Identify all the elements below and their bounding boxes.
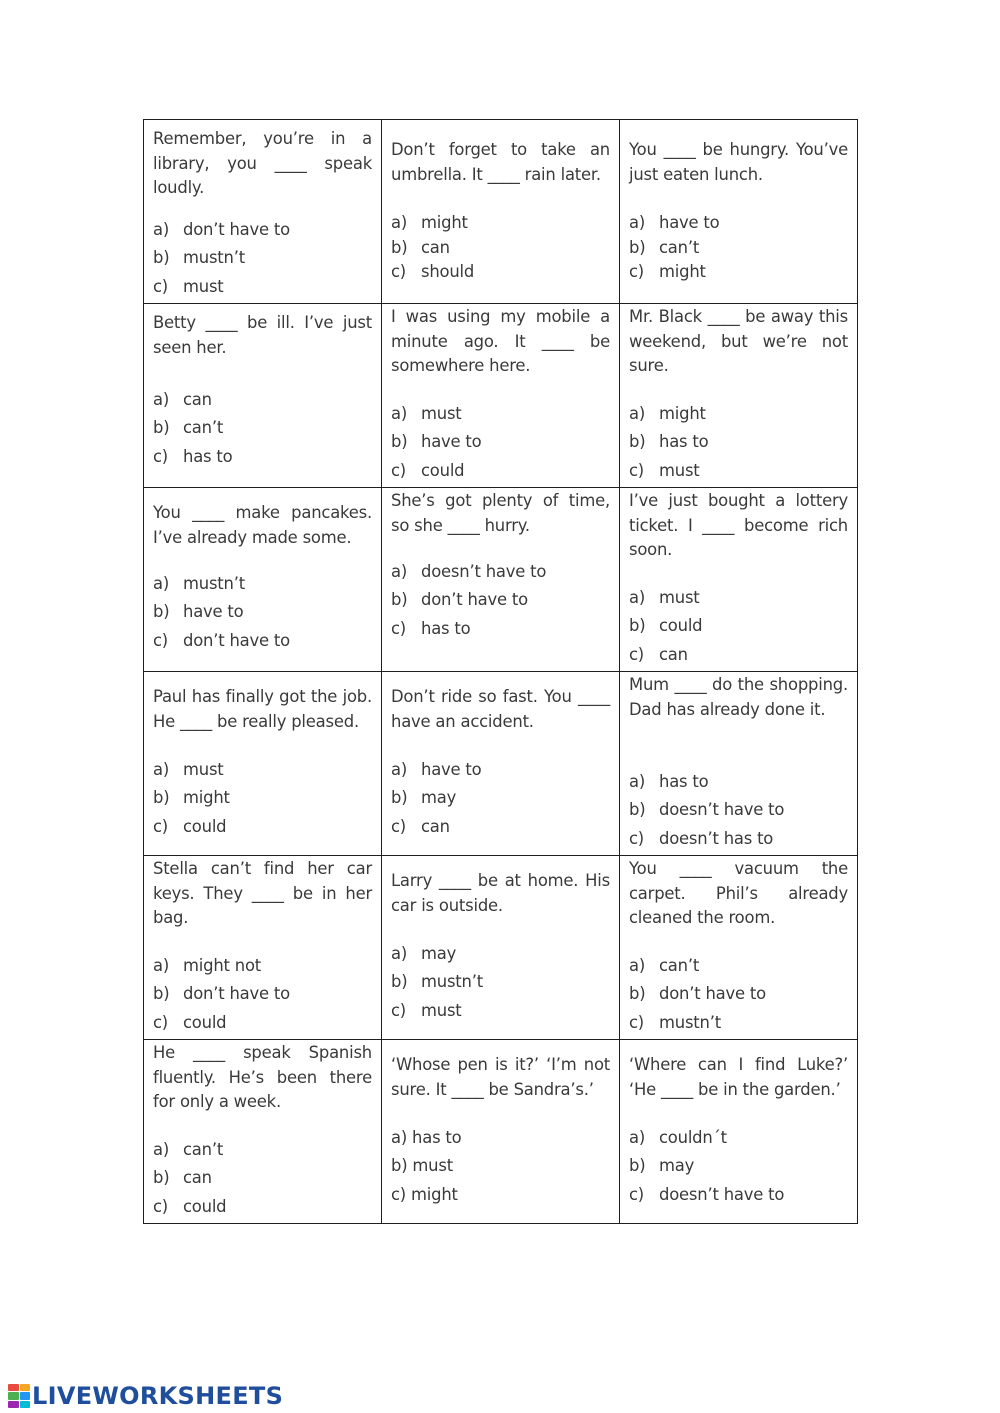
answer-option[interactable]	[629, 825, 853, 853]
option-text: should	[421, 262, 475, 282]
option-letter: c)	[153, 446, 169, 466]
option-text: can’t	[659, 956, 700, 975]
logo-square	[20, 1392, 31, 1399]
answer-options	[629, 584, 853, 669]
exercise-cell	[144, 856, 382, 1040]
option-text: must	[412, 1156, 453, 1176]
exercise-cell	[620, 488, 858, 672]
exercise-grid	[143, 119, 858, 1224]
option-text: has to	[421, 618, 471, 638]
exercise-cell	[144, 488, 382, 672]
option-letter: a)	[629, 588, 646, 607]
option-letter: b)	[391, 590, 408, 610]
option-letter: a)	[629, 1128, 646, 1147]
answer-option[interactable]	[153, 414, 377, 442]
option-letter: a)	[153, 220, 170, 239]
answer-options	[153, 216, 377, 301]
option-letter: b)	[629, 1156, 646, 1176]
option-text: must	[421, 404, 462, 423]
grid-row	[144, 488, 858, 672]
exercise-card	[620, 488, 857, 670]
option-letter: b)	[391, 972, 408, 992]
exercise-cell	[382, 304, 620, 488]
exercise-cell	[382, 672, 620, 856]
option-letter: a)	[153, 390, 170, 409]
option-text: doesn’t have to	[659, 800, 785, 820]
option-text: might	[659, 262, 706, 282]
answer-options	[629, 400, 853, 485]
answer-option[interactable]	[153, 216, 377, 244]
option-text: don’t have to	[183, 220, 290, 239]
answer-options	[153, 570, 377, 655]
option-letter: b)	[153, 602, 170, 622]
option-text: has to	[659, 432, 709, 452]
answer-option[interactable]	[391, 400, 615, 428]
answer-option[interactable]	[629, 428, 853, 456]
question-text: I was using my mobile a minute ago. It ____ be somewhere here.	[391, 307, 610, 376]
answer-option[interactable]	[629, 980, 853, 1008]
answer-options	[629, 211, 853, 285]
option-letter: c)	[629, 1184, 645, 1204]
exercise-card	[620, 672, 857, 854]
question-text: Mr. Black ____ be away this weekend, but we’re not sure.	[629, 307, 848, 376]
exercise-cell	[620, 672, 858, 856]
question-text: Don’t ride so fast. You ____ have an accident.	[391, 687, 610, 731]
option-text: could	[183, 816, 227, 836]
option-text: can	[421, 816, 450, 836]
option-letter: c)	[153, 1196, 169, 1216]
answer-option[interactable]	[391, 940, 615, 968]
option-text: can’t	[183, 1140, 224, 1159]
option-text: might	[183, 788, 230, 808]
option-letter: b)	[629, 800, 646, 820]
answer-option[interactable]	[391, 428, 615, 456]
option-letter: a)	[629, 772, 646, 791]
option-text: can	[421, 237, 450, 257]
option-letter: c)	[629, 460, 645, 480]
answer-option[interactable]	[153, 756, 377, 784]
exercise-card	[382, 856, 619, 1038]
option-letter: c)	[391, 1184, 407, 1204]
option-letter: c)	[153, 630, 169, 650]
logo-square	[20, 1401, 31, 1408]
answer-options	[629, 952, 853, 1037]
option-letter: b)	[391, 788, 408, 808]
question-text: Stella can’t find her car keys. They ____ be in her bag.	[153, 859, 372, 928]
question-text: He ____ speak Spanish fluently. He’s been there for only a week.	[153, 1043, 372, 1112]
exercise-cell	[382, 120, 620, 304]
answer-options	[153, 386, 377, 471]
exercise-card	[144, 488, 381, 670]
option-letter: a)	[391, 1128, 408, 1147]
grid-row	[144, 672, 858, 856]
option-text: have to	[183, 602, 244, 622]
answer-option[interactable]	[629, 1181, 853, 1209]
option-text: don’t have to	[183, 630, 290, 650]
exercise-card	[620, 856, 857, 1038]
logo-mark-icon	[8, 1384, 30, 1408]
grid-row	[144, 1040, 858, 1224]
question-text: ‘Whose pen is it?’ ‘I’m not sure. It ____ be Sandra’s.’	[391, 1055, 610, 1099]
answer-option[interactable]	[391, 1124, 615, 1152]
answer-option[interactable]	[153, 570, 377, 598]
answer-option[interactable]	[153, 1164, 377, 1192]
answer-option[interactable]	[629, 211, 853, 236]
answer-options	[153, 756, 377, 841]
exercise-cell	[144, 672, 382, 856]
answer-option[interactable]	[153, 443, 377, 471]
answer-option[interactable]	[391, 813, 615, 841]
option-text: could	[421, 460, 465, 480]
option-text: has to	[183, 446, 233, 466]
option-letter: c)	[391, 816, 407, 836]
option-text: can’t	[659, 237, 700, 257]
answer-options	[391, 400, 615, 485]
answer-option[interactable]	[629, 768, 853, 796]
answer-option[interactable]	[391, 756, 615, 784]
option-letter: b)	[391, 237, 408, 257]
answer-option[interactable]	[391, 997, 615, 1025]
answer-option[interactable]	[391, 211, 615, 236]
exercise-card	[144, 1040, 381, 1222]
answer-option[interactable]	[629, 1009, 853, 1037]
answer-option[interactable]	[391, 784, 615, 812]
exercise-cell	[620, 856, 858, 1040]
option-text: must	[659, 460, 700, 480]
exercise-card	[382, 120, 619, 302]
exercise-card	[382, 304, 619, 486]
answer-options	[629, 1124, 853, 1209]
question-text: I’ve just bought a lottery ticket. I ____ become rich soon.	[629, 491, 848, 560]
answer-option[interactable]	[629, 260, 853, 285]
question-text: Larry ____ be at home. His car is outside.	[391, 871, 610, 915]
option-letter: b)	[391, 1156, 408, 1176]
logo-square	[20, 1384, 31, 1391]
option-letter: b)	[391, 432, 408, 452]
exercise-cell	[382, 1040, 620, 1224]
option-text: couldn´t	[659, 1128, 727, 1147]
option-text: don’t have to	[183, 984, 290, 1004]
option-text: might	[421, 213, 468, 232]
answer-option[interactable]	[391, 968, 615, 996]
option-letter: c)	[153, 1012, 169, 1032]
answer-option[interactable]	[629, 1124, 853, 1152]
option-text: could	[183, 1196, 227, 1216]
option-text: could	[183, 1012, 227, 1032]
question-text: You ____ be hungry. You’ve just eaten lunch.	[629, 140, 848, 184]
answer-option[interactable]	[153, 627, 377, 655]
exercise-card	[144, 856, 381, 1038]
answer-option[interactable]	[629, 400, 853, 428]
option-letter: a)	[629, 213, 646, 232]
answer-option[interactable]	[153, 244, 377, 272]
option-text: can’t	[183, 418, 224, 438]
option-text: must	[183, 760, 224, 779]
question-text: Don’t forget to take an umbrella. It ____ rain later.	[391, 140, 610, 184]
option-text: might	[659, 404, 706, 423]
option-letter: c)	[629, 644, 645, 664]
option-letter: a)	[153, 1140, 170, 1159]
exercise-card	[620, 120, 857, 302]
option-letter: b)	[153, 788, 170, 808]
option-text: can	[183, 1168, 212, 1188]
exercise-card	[144, 304, 381, 486]
option-letter: a)	[629, 956, 646, 975]
option-letter: c)	[153, 276, 169, 296]
exercise-card	[620, 304, 857, 486]
option-letter: b)	[629, 616, 646, 636]
option-letter: a)	[391, 404, 408, 423]
option-letter: c)	[629, 262, 645, 282]
answer-option[interactable]	[391, 236, 615, 261]
answer-options	[391, 1124, 615, 1209]
answer-options	[153, 952, 377, 1037]
option-letter: c)	[391, 618, 407, 638]
question-text: You ____ make pancakes. I’ve already made some.	[153, 503, 372, 547]
liveworksheets-logo	[8, 1381, 283, 1411]
answer-option[interactable]	[153, 980, 377, 1008]
answer-option[interactable]	[629, 1152, 853, 1180]
question-text: She’s got plenty of time, so she ____ hurry.	[391, 491, 610, 535]
option-text: might not	[183, 956, 261, 975]
option-letter: a)	[391, 562, 408, 581]
option-text: can	[183, 390, 212, 409]
answer-option[interactable]	[629, 952, 853, 980]
exercise-cell	[382, 488, 620, 672]
exercise-card	[382, 488, 619, 670]
grid-row	[144, 304, 858, 488]
question-text: Paul has finally got the job. He ____ be really pleased.	[153, 687, 372, 731]
option-letter: c)	[629, 828, 645, 848]
option-text: mustn’t	[659, 1012, 721, 1032]
answer-option[interactable]	[629, 641, 853, 669]
option-text: could	[659, 616, 703, 636]
option-letter: a)	[391, 213, 408, 232]
exercise-cell	[144, 120, 382, 304]
option-text: must	[421, 1000, 462, 1020]
option-letter: a)	[153, 760, 170, 779]
answer-option[interactable]	[629, 584, 853, 612]
answer-option[interactable]	[629, 457, 853, 485]
option-letter: a)	[391, 760, 408, 779]
logo-square	[8, 1384, 19, 1391]
answer-option[interactable]	[391, 1181, 615, 1209]
option-letter: b)	[629, 237, 646, 257]
answer-option[interactable]	[391, 586, 615, 614]
answer-option[interactable]	[391, 558, 615, 586]
exercise-cell	[620, 304, 858, 488]
option-text: have to	[659, 213, 720, 232]
option-text: doesn’t have to	[659, 1184, 785, 1204]
answer-option[interactable]	[153, 1136, 377, 1164]
exercise-cell	[382, 856, 620, 1040]
option-text: may	[659, 1156, 695, 1176]
option-text: don’t have to	[421, 590, 528, 610]
exercise-card	[144, 672, 381, 854]
option-letter: b)	[153, 418, 170, 438]
option-letter: a)	[153, 956, 170, 975]
option-letter: b)	[153, 248, 170, 268]
option-text: has to	[412, 1128, 462, 1147]
answer-options	[629, 768, 853, 853]
answer-option[interactable]	[391, 457, 615, 485]
exercise-card	[620, 1040, 857, 1222]
option-text: has to	[659, 772, 709, 791]
answer-option[interactable]	[153, 784, 377, 812]
option-text: may	[421, 944, 457, 963]
option-letter: c)	[153, 816, 169, 836]
option-letter: c)	[391, 1000, 407, 1020]
question-text: Mum ____ do the shopping. Dad has already done it.	[629, 675, 848, 719]
option-text: doesn’t has to	[659, 828, 774, 848]
option-text: must	[659, 588, 700, 607]
question-text: Remember, you’re in a library, you ____ speak loudly.	[153, 129, 372, 198]
option-text: have to	[421, 760, 482, 779]
exercise-cell	[144, 1040, 382, 1224]
answer-options	[153, 1136, 377, 1221]
answer-option[interactable]	[153, 386, 377, 414]
answer-option[interactable]	[153, 952, 377, 980]
option-text: might	[411, 1184, 458, 1204]
answer-option[interactable]	[153, 1009, 377, 1037]
logo-square	[8, 1401, 19, 1408]
option-letter: b)	[153, 984, 170, 1004]
option-letter: b)	[153, 1168, 170, 1188]
option-text: doesn’t have to	[421, 562, 547, 581]
option-letter: a)	[153, 574, 170, 593]
exercise-grid-body	[144, 120, 858, 1224]
answer-option[interactable]	[629, 796, 853, 824]
exercise-card	[382, 1040, 619, 1222]
answer-option[interactable]	[629, 612, 853, 640]
answer-options	[391, 558, 615, 643]
option-letter: c)	[391, 460, 407, 480]
answer-options	[391, 756, 615, 841]
logo-text: LIVEWORKSHEETS	[32, 1382, 284, 1410]
option-letter: c)	[391, 262, 407, 282]
exercise-cell	[144, 304, 382, 488]
option-text: mustn’t	[421, 972, 483, 992]
option-letter: b)	[629, 984, 646, 1004]
option-text: don’t have to	[659, 984, 766, 1004]
answer-option[interactable]	[153, 598, 377, 626]
answer-option[interactable]	[391, 615, 615, 643]
question-text: You ____ vacuum the carpet. Phil’s already cleaned the room.	[629, 859, 848, 928]
option-letter: b)	[629, 432, 646, 452]
logo-square	[8, 1392, 19, 1399]
grid-row	[144, 856, 858, 1040]
option-text: have to	[421, 432, 482, 452]
option-text: must	[183, 276, 224, 296]
answer-option[interactable]	[391, 1152, 615, 1180]
question-text: ‘Where can I find Luke?’ ‘He ____ be in the garden.’	[629, 1055, 848, 1099]
question-text: Betty ____ be ill. I’ve just seen her.	[153, 313, 372, 357]
answer-option[interactable]	[153, 273, 377, 301]
answer-option[interactable]	[629, 236, 853, 261]
answer-options	[391, 211, 615, 285]
answer-option[interactable]	[153, 813, 377, 841]
answer-option[interactable]	[153, 1193, 377, 1221]
exercise-card	[144, 120, 381, 302]
option-letter: a)	[391, 944, 408, 963]
exercise-cell	[620, 1040, 858, 1224]
option-text: can	[659, 644, 688, 664]
option-text: may	[421, 788, 457, 808]
option-letter: a)	[629, 404, 646, 423]
option-text: mustn’t	[183, 248, 245, 268]
answer-options	[391, 940, 615, 1025]
exercise-card	[382, 672, 619, 854]
grid-row	[144, 120, 858, 304]
answer-option[interactable]	[391, 260, 615, 285]
exercise-cell	[620, 120, 858, 304]
option-letter: c)	[629, 1012, 645, 1032]
option-text: mustn’t	[183, 574, 245, 593]
